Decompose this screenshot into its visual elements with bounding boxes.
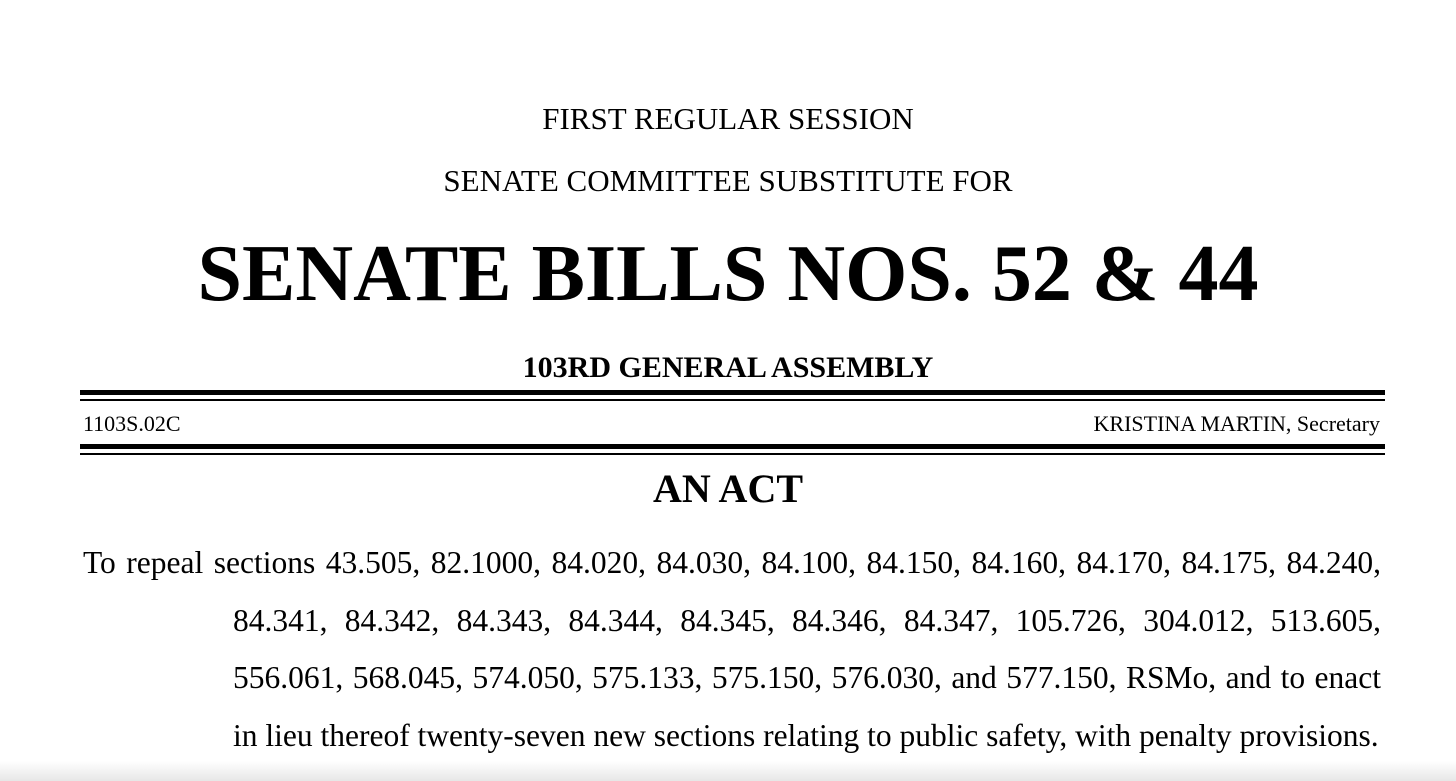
- substitute-line: SENATE COMMITTEE SUBSTITUTE FOR: [443, 163, 1013, 198]
- bottom-thick-rule: [80, 444, 1385, 449]
- act-body-text: To repeal sections 43.505, 82.1000, 84.020, 84.030, 84.100, 84.150, 84.160, 84.170, 84.175, 84.240, 84.341, 84.342, 84.343, 84.344, 84.345, 84.346, 84.347, 105.726, 304.012, 513.605, 556.061, 568.045, 574.050, 575.133, 575.150, 576.030, and 577.150, RSMo, and to enact in lieu thereof twenty-seven new sections relating to public safety, with penalty provisions.: [83, 545, 1381, 753]
- bill-title: SENATE BILLS NOS. 52 & 44: [197, 230, 1259, 318]
- act-heading: AN ACT: [652, 466, 804, 511]
- assembly-line: 103RD GENERAL ASSEMBLY: [522, 351, 934, 384]
- session-line: FIRST REGULAR SESSION: [542, 101, 914, 136]
- bottom-thin-rule: [80, 453, 1385, 455]
- top-thick-rule: [80, 390, 1385, 395]
- document-code: 1103S.02C: [83, 411, 181, 436]
- bottom-shade: [0, 761, 1456, 781]
- top-thin-rule: [80, 399, 1385, 401]
- secretary-line: KRISTINA MARTIN, Secretary: [1093, 411, 1380, 436]
